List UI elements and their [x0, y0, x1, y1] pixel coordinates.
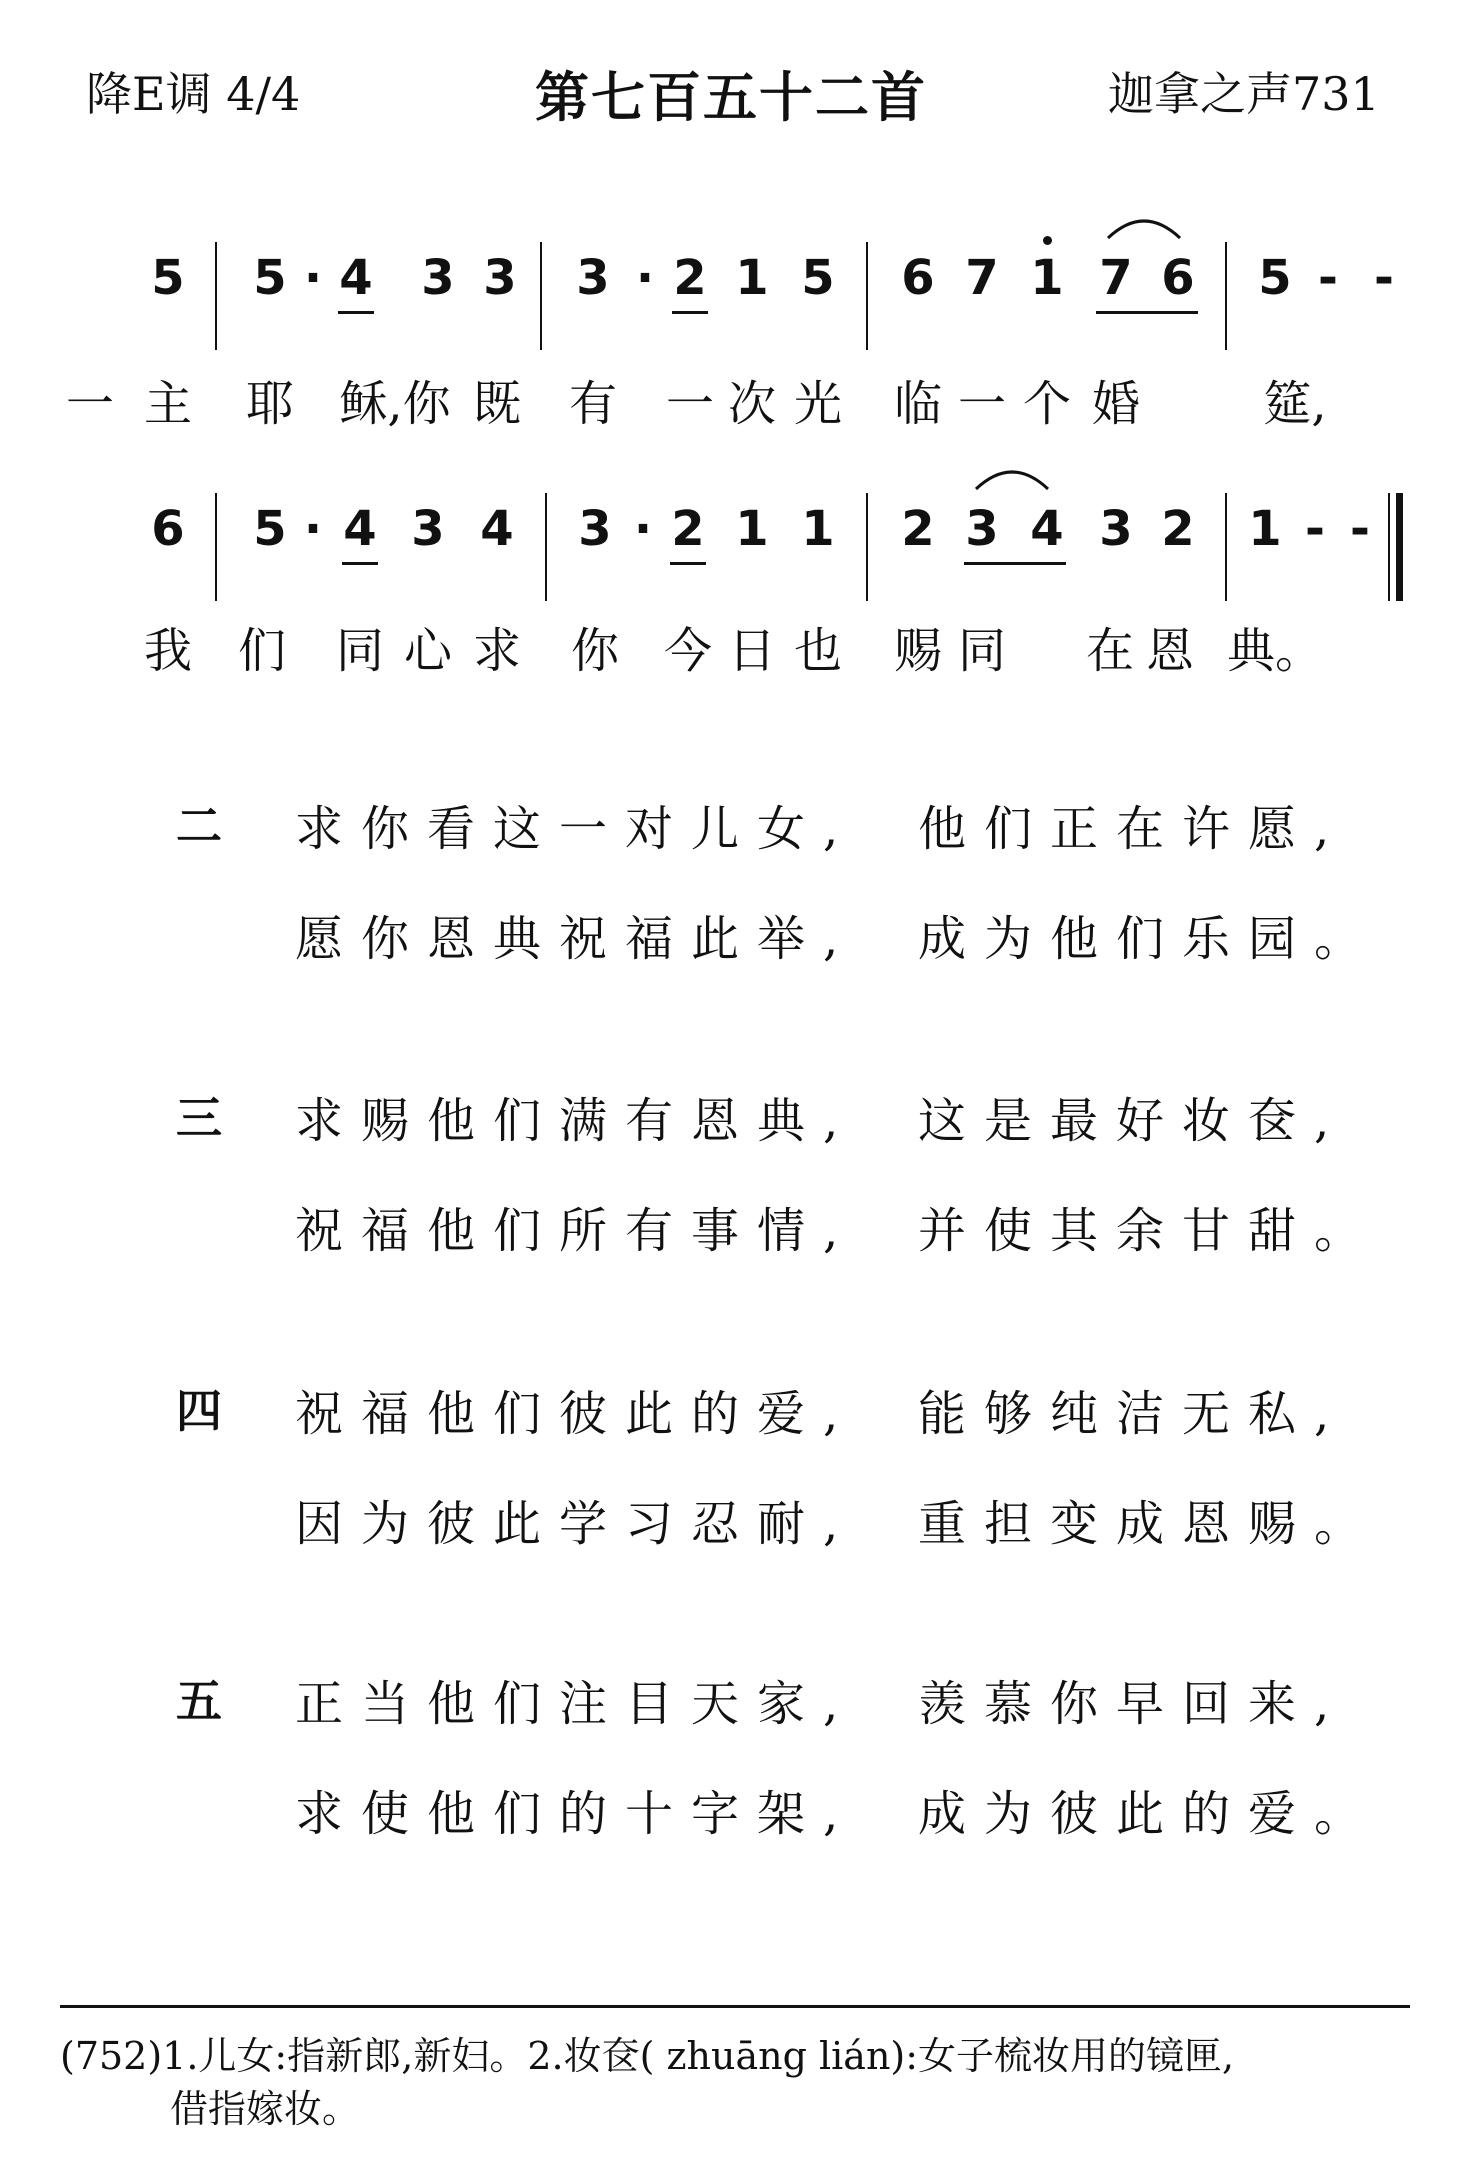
key-signature: 降E调 4/4 — [86, 67, 301, 121]
underline — [338, 311, 374, 314]
lyric: 有 — [568, 376, 618, 432]
lyric: 恩 — [1145, 623, 1195, 679]
bar-line — [866, 493, 868, 601]
lyric: 稣,你 — [339, 376, 451, 432]
lyric: 主 — [143, 376, 193, 432]
footnote-line-1: (752)1.儿女:指新郎,新妇。2.妆奁( zhuāng lián):女子梳妆用的镜匣, — [60, 2034, 1235, 2078]
note: 4 — [480, 501, 514, 557]
note: 3 — [965, 501, 999, 557]
verse-line: 重担变成恩赐。 — [918, 1496, 1381, 1552]
bar-line — [545, 493, 547, 601]
note: 6 — [901, 250, 935, 306]
verse-line: 祝福他们所有事情, — [295, 1203, 857, 1259]
verse-line: 因为彼此学习忍耐, — [295, 1496, 857, 1552]
dot: · — [635, 250, 655, 306]
underline — [672, 311, 708, 314]
lyric: 们 — [237, 623, 287, 679]
bar-line — [866, 242, 868, 350]
lyric: 耶 — [245, 376, 295, 432]
note: 3 — [578, 501, 612, 557]
bar-line — [1225, 242, 1227, 350]
lyric: 日 — [727, 623, 777, 679]
lyric: 一 — [957, 376, 1007, 432]
footnote-divider — [60, 2005, 1410, 2008]
lyric: 我 — [143, 623, 193, 679]
lyric: 一 — [665, 376, 715, 432]
bar-line — [215, 242, 217, 350]
note: 3 — [576, 250, 610, 306]
lyric: 次 — [727, 376, 777, 432]
verse-line: 成为彼此的爱。 — [918, 1786, 1381, 1842]
lyric: 心 — [403, 623, 453, 679]
note: 2 — [1161, 501, 1195, 557]
lyric: 临 — [893, 376, 943, 432]
dot: · — [633, 501, 653, 557]
verse-line: 愿你恩典祝福此举, — [295, 911, 857, 967]
note: 5 — [253, 250, 287, 306]
note: 1 — [735, 250, 769, 306]
underline — [342, 562, 378, 565]
notation-line-1 — [0, 232, 1470, 322]
lyric: 婚 — [1091, 376, 1141, 432]
note: 3 — [421, 250, 455, 306]
lyric: 今 — [663, 623, 713, 679]
note: 5 — [253, 501, 287, 557]
verse-number-1: 一 — [65, 376, 115, 432]
lyric: 在 — [1085, 623, 1135, 679]
note: 1 — [801, 501, 835, 557]
bar-line — [215, 493, 217, 601]
underline — [1096, 311, 1198, 314]
note: 5 — [151, 250, 185, 306]
lyric: 求 — [472, 623, 522, 679]
note: 2 — [673, 250, 707, 306]
note: 6 — [151, 501, 185, 557]
verse-line: 正当他们注目天家, — [295, 1676, 857, 1732]
verse-line: 求赐他们满有恩典, — [295, 1093, 857, 1149]
lyric: 也 — [793, 623, 843, 679]
note: 6 — [1161, 250, 1195, 306]
lyric: 你 — [570, 623, 620, 679]
verse-number: 二 — [176, 799, 222, 853]
verse-line: 成为他们乐园。 — [918, 911, 1381, 967]
slur-arc — [972, 461, 1052, 491]
notation-line-2 — [0, 483, 1470, 573]
underline — [964, 562, 1066, 565]
lyrics-line-2 — [0, 612, 1470, 702]
dash: - — [1350, 501, 1370, 557]
note: 2 — [671, 501, 705, 557]
verse-number: 三 — [176, 1091, 222, 1145]
dot: · — [303, 501, 323, 557]
lyric: 个 — [1022, 376, 1072, 432]
note: 1 — [1248, 501, 1282, 557]
note: 4 — [339, 250, 373, 306]
hymn-title: 第七百五十二首 — [535, 65, 927, 129]
lyric: 典。 — [1226, 623, 1324, 679]
bar-line — [540, 242, 542, 350]
lyrics-line-1 — [0, 365, 1470, 455]
note: 5 — [1258, 250, 1292, 306]
lyric: 同 — [957, 623, 1007, 679]
note: 7 — [1099, 250, 1133, 306]
note: 3 — [411, 501, 445, 557]
verse-line: 求使他们的十字架, — [295, 1786, 857, 1842]
note: 3 — [483, 250, 517, 306]
note: 7 — [965, 250, 999, 306]
lyric: 赐 — [893, 623, 943, 679]
footnote-line-2: 借指嫁妆。 — [170, 2087, 361, 2131]
verse-line: 求你看这一对儿女, — [295, 801, 857, 857]
note: 1 — [735, 501, 769, 557]
bar-line — [1225, 493, 1227, 601]
note: 4 — [343, 501, 377, 557]
lyric: 既 — [472, 376, 522, 432]
verse-line: 这是最好妆奁, — [918, 1093, 1348, 1149]
final-bar-thin — [1388, 493, 1390, 601]
verse-line: 并使其余甘甜。 — [918, 1203, 1381, 1259]
lyric: 同 — [335, 623, 385, 679]
verse-line: 他们正在许愿, — [918, 801, 1348, 857]
dash: - — [1374, 250, 1394, 306]
note: 5 — [801, 250, 835, 306]
note-high: 1 — [1030, 250, 1064, 306]
note: 3 — [1099, 501, 1133, 557]
dash: - — [1305, 501, 1325, 557]
slur-arc — [1104, 210, 1184, 240]
octave-dot — [1043, 236, 1052, 245]
verse-line: 能够纯洁无私, — [918, 1386, 1348, 1442]
dash: - — [1318, 250, 1338, 306]
note: 4 — [1030, 501, 1064, 557]
lyric: 筵, — [1263, 376, 1327, 432]
final-bar-thick — [1396, 493, 1403, 601]
hymn-source: 迦拿之声731 — [1108, 67, 1380, 121]
dot: · — [303, 250, 323, 306]
verse-line: 羡慕你早回来, — [918, 1676, 1348, 1732]
lyric: 光 — [793, 376, 843, 432]
note: 2 — [901, 501, 935, 557]
underline — [670, 562, 706, 565]
verse-number: 四 — [176, 1384, 222, 1438]
verse-line: 祝福他们彼此的爱, — [295, 1386, 857, 1442]
verse-number: 五 — [176, 1674, 222, 1728]
